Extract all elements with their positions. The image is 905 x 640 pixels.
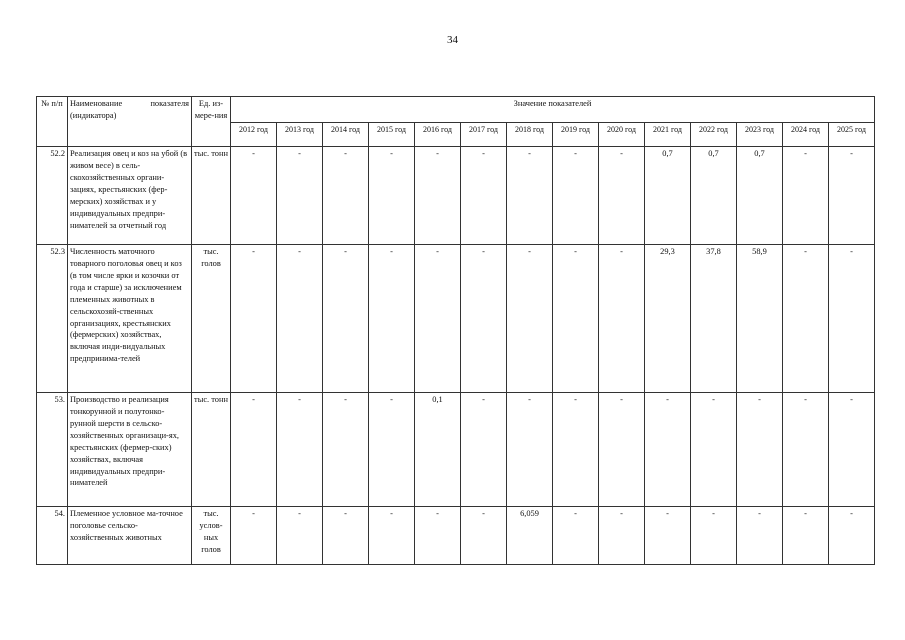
value-cell: - [369,393,415,507]
value-cell: - [553,393,599,507]
value-cell: - [323,393,369,507]
value-cell: - [369,507,415,565]
value-cell: - [691,393,737,507]
value-cell: - [415,245,461,393]
value-cell: - [507,393,553,507]
value-cell: - [277,245,323,393]
value-cell: 0,7 [645,147,691,245]
value-cell: - [323,245,369,393]
year-header: 2021 год [645,122,691,146]
value-cell: - [737,507,783,565]
value-cell: - [277,507,323,565]
header-indicator-name: Наименование показателя (индикатора) [68,97,192,147]
value-cell: - [691,507,737,565]
value-cell: 37,8 [691,245,737,393]
year-header: 2014 год [323,122,369,146]
row-number: 52.3 [37,245,68,393]
header-num: № п/п [37,97,68,147]
unit-cell: тыс. тонн [192,147,231,245]
year-header: 2023 год [737,122,783,146]
value-cell: - [599,245,645,393]
value-cell: - [369,147,415,245]
year-header: 2019 год [553,122,599,146]
value-cell: - [323,147,369,245]
value-cell: - [783,393,829,507]
year-header: 2025 год [829,122,875,146]
header-unit: Ед. из-мере-ния [192,97,231,147]
value-cell: - [461,507,507,565]
value-cell: 0,7 [691,147,737,245]
year-header: 2024 год [783,122,829,146]
value-cell: - [369,245,415,393]
value-cell: - [599,393,645,507]
value-cell: - [783,507,829,565]
year-header: 2016 год [415,122,461,146]
value-cell: - [553,147,599,245]
value-cell: - [553,245,599,393]
value-cell: 29,3 [645,245,691,393]
value-cell: - [231,507,277,565]
value-cell: 58,9 [737,245,783,393]
value-cell: - [323,507,369,565]
value-cell: - [829,147,875,245]
unit-cell: тыс. тонн [192,393,231,507]
table-row [37,393,875,507]
row-number: 53. [37,393,68,507]
value-cell: - [599,507,645,565]
indicator-name: Производство и реализация тонкорунной и полутонко-рунной шерсти в сельско-хозяйственных организаци-ях, крестьянских (фермер-ских) хозяйствах, включая индивидуальных предпри-нимателей [68,393,192,507]
value-cell: 0,1 [415,393,461,507]
indicator-name: Реализация овец и коз на убой (в живом весе) в сель-скохозяйственных органи-зациях, крестьянских (фер-мерских) хозяйствах и у индивидуальных предпри-нимателей за отчетный год [68,147,192,245]
page-number: 34 [447,34,458,46]
value-cell: - [231,393,277,507]
value-cell: - [461,147,507,245]
year-header: 2013 год [277,122,323,146]
row-number: 52.2 [37,147,68,245]
value-cell: - [231,245,277,393]
value-cell: - [737,393,783,507]
value-cell: - [783,245,829,393]
indicator-name: Племенное условное ма-точное поголовье сельско-хозяйственных животных [68,507,192,565]
table-row [37,147,875,245]
year-header: 2017 год [461,122,507,146]
row-number: 54. [37,507,68,565]
value-cell: - [645,393,691,507]
header-row [37,97,875,123]
value-cell: - [553,507,599,565]
value-cell: - [829,393,875,507]
year-header: 2018 год [507,122,553,146]
indicator-name: Численность маточного товарного поголовья овец и коз (в том числе ярки и козочки от года и старше) за исключением племенных животных в сельскохозяй-ственных организациях, крестьянских (фермерских) хозяйствах, включая инди-видуальных предпринима-телей [68,245,192,393]
value-cell: - [645,507,691,565]
value-cell: - [461,245,507,393]
indicator-table [36,96,875,565]
value-cell: - [829,245,875,393]
value-cell: - [277,393,323,507]
year-header: 2022 год [691,122,737,146]
year-header: 2020 год [599,122,645,146]
value-cell: - [783,147,829,245]
year-header: 2012 год [231,122,277,146]
value-cell: - [231,147,277,245]
year-header: 2015 год [369,122,415,146]
value-cell: 0,7 [737,147,783,245]
header-values: Значение показателей [231,97,875,123]
unit-cell: тыс. услов-ных голов [192,507,231,565]
value-cell: - [507,245,553,393]
value-cell: 6,059 [507,507,553,565]
value-cell: - [829,507,875,565]
value-cell: - [277,147,323,245]
table-row [37,245,875,393]
unit-cell: тыс. голов [192,245,231,393]
value-cell: - [507,147,553,245]
table-row [37,507,875,565]
value-cell: - [599,147,645,245]
value-cell: - [415,507,461,565]
value-cell: - [461,393,507,507]
value-cell: - [415,147,461,245]
